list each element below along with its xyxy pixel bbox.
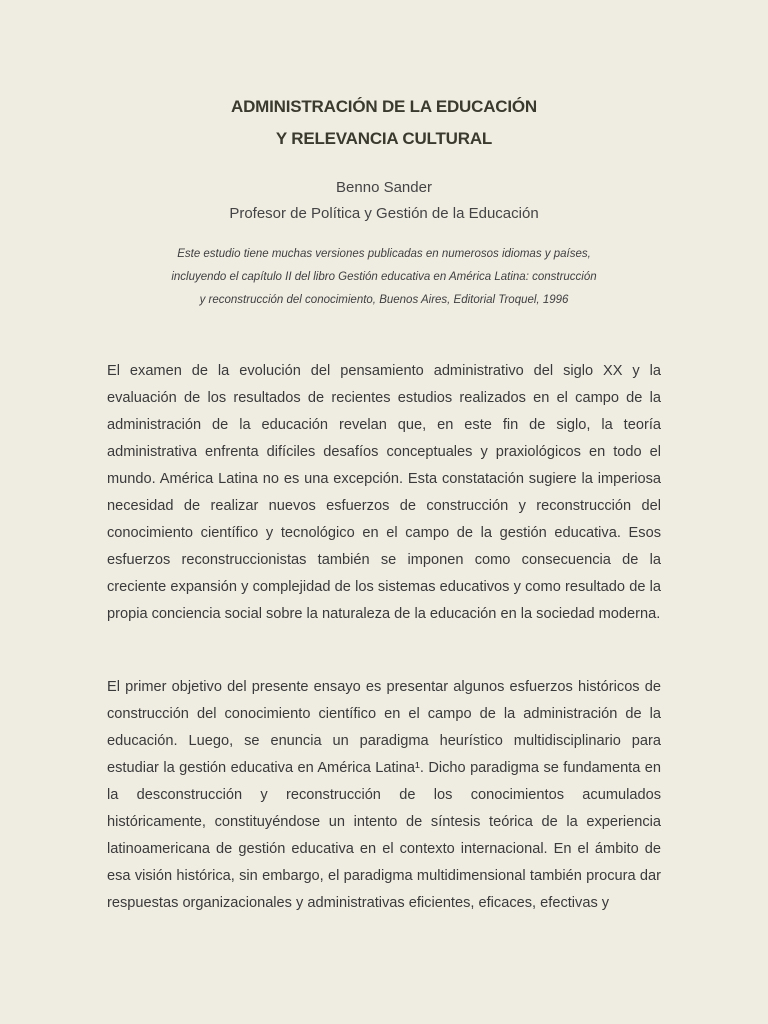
publication-note-line-3: y reconstrucción del conocimiento, Buenos Aires, Editorial Troquel, 1996 <box>199 294 569 306</box>
publication-note-line-2: incluyendo el capítulo II del libro Gestión educativa en América Latina: construcción <box>171 271 597 283</box>
body-paragraph-1: El examen de la evolución del pensamiento administrativo del siglo XX y la evaluación de los resultados de recientes estudios realizados en el campo de la administración de la educación revelan que, en este fin de siglo, la teoría administrativa enfrenta difíciles desafíos conceptuales y praxiológicos en todo el mundo. América Latina no es una excepción. Esta constatación sugiere la imperiosa necesidad de realizar nuevos esfuerzos de construcción y reconstrucción del conocimiento científico y tecnológico en el campo de la gestión educativa. Esos esfuerzos reconstruccionistas también se imponen como consecuencia de la creciente expansión y complejidad de los sistemas educativos y como resultado de la propia conciencia social sobre la naturaleza de la educación en la sociedad moderna. <box>107 363 661 622</box>
author-role: Profesor de Política y Gestión de la Educación <box>229 205 539 222</box>
publication-note-line-1: Este estudio tiene muchas versiones publicadas en numerosos idiomas y países, <box>177 248 591 260</box>
document-title-line-1: ADMINISTRACIÓN DE LA EDUCACIÓN <box>231 97 537 116</box>
body-paragraph-2: El primer objetivo del presente ensayo es presentar algunos esfuerzos históricos de construcción del conocimiento científico en el campo de la administración de la educación. Luego, se enuncia un paradigma heurístico multidisciplinario para estudiar la gestión educativa en América Latina¹. Dicho paradigma se fundamenta en la desconstrucción y reconstrucción de los conocimientos acumulados históricamente, constituyéndose un intento de síntesis teórica de la experiencia latinoamericana de gestión educativa en el contexto internacional. En el ámbito de esa visión histórica, sin embargo, el paradigma multidimensional también procura dar respuestas organizacionales y administrativas eficientes, eficaces, efectivas y <box>107 679 661 911</box>
document-title-line-2: Y RELEVANCIA CULTURAL <box>275 129 493 148</box>
author-name: Benno Sander <box>336 179 432 196</box>
